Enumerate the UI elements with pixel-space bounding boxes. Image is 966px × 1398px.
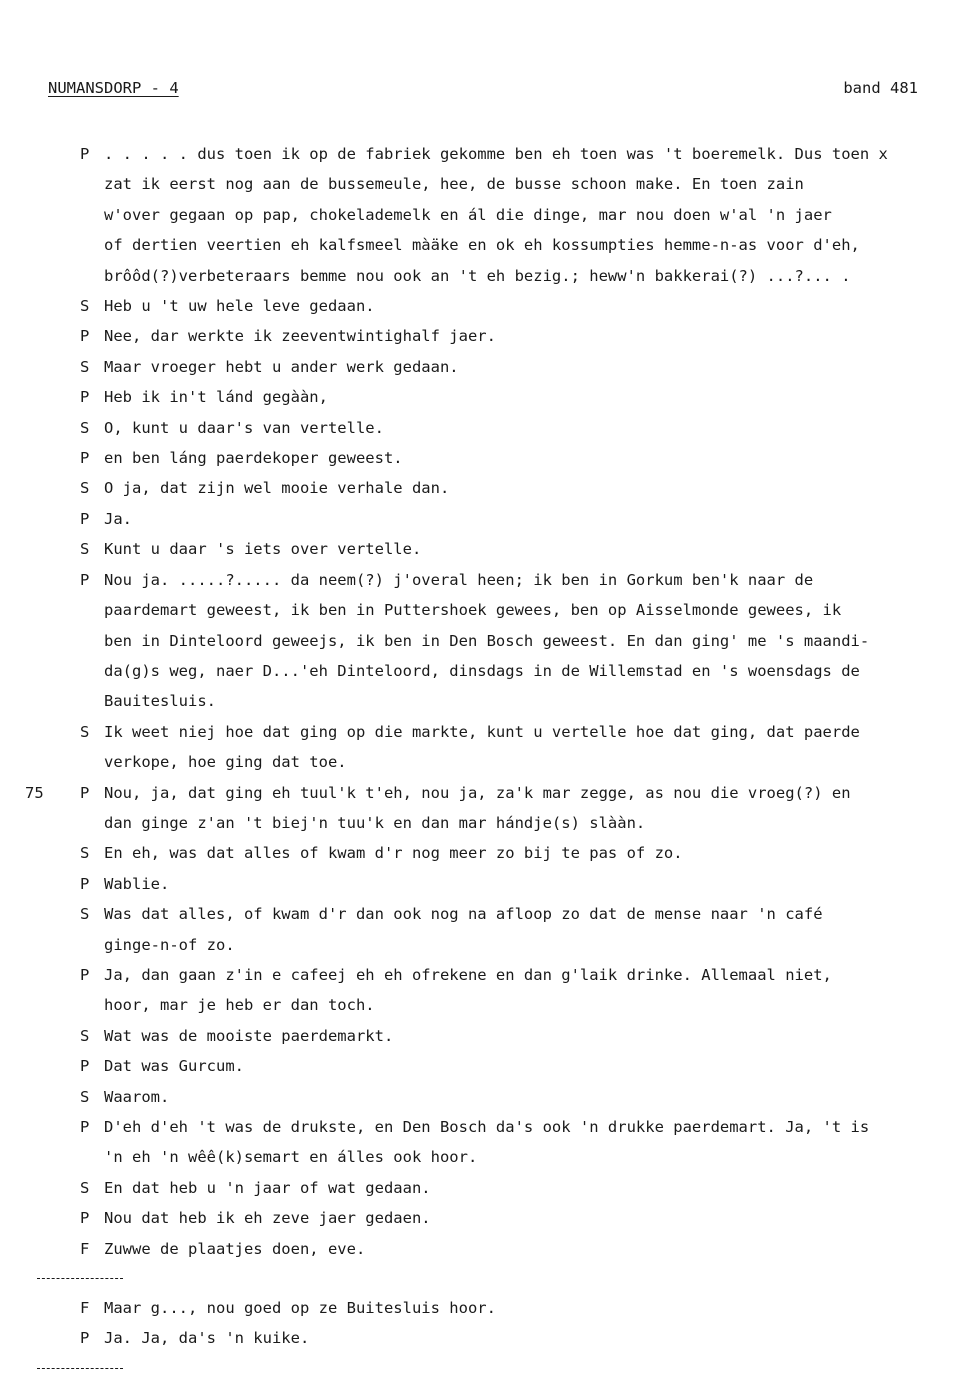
transcript-turn: [80, 960, 964, 1021]
transcript-turn: [80, 291, 964, 321]
transcript-line: Nou ja. .....?..... da neem(?) j'overal heen; ik ben in Gorkum ben'k naar de: [104, 570, 814, 589]
transcript-line: Ik weet niej hoe dat ging op die markte, kunt u vertelle hoe dat ging, dat paerde: [104, 722, 860, 741]
transcript-line: Zuwwe de plaatjes doen, eve.: [104, 1239, 366, 1258]
section-separator: [37, 1278, 123, 1279]
speaker-label: P: [80, 1057, 90, 1076]
transcript-body-continued: [80, 1293, 964, 1354]
margin-line-number: 75: [25, 783, 44, 802]
transcript-turn: [80, 1112, 964, 1173]
transcript-line: ginge-n-of zo.: [104, 935, 235, 954]
transcript-turn: [80, 139, 964, 291]
transcript-turn: [80, 473, 964, 503]
transcript-line: paardemart geweest, ik ben in Puttershoek gewees, ben op Aisselmonde gewees, ik: [104, 601, 842, 620]
transcript-turn: [80, 838, 964, 868]
transcript-turn: [80, 413, 964, 443]
transcript-line: En dat heb u 'n jaar of wat gedaan.: [104, 1178, 431, 1197]
transcript-turn: [80, 1234, 964, 1264]
speaker-label: S: [80, 540, 90, 559]
transcript-line: dan ginge z'an 't biej'n tuu'k en dan mar hándje(s) slààn.: [104, 813, 646, 832]
speaker-label: S: [80, 357, 90, 376]
speaker-label: S: [80, 722, 90, 741]
transcript-line: Bauitesluis.: [104, 692, 216, 711]
transcript-line: Dat was Gurcum.: [104, 1057, 244, 1076]
speaker-label: P: [80, 874, 90, 893]
speaker-label: P: [80, 388, 90, 407]
transcript-line: brôôd(?)verbeteraars bemme nou ook an 't eh bezig.; heww'n bakkerai(?) ...?... .: [104, 266, 851, 285]
speaker-label: F: [80, 1239, 90, 1258]
transcript-turn: [80, 899, 964, 960]
speaker-label: S: [80, 844, 90, 863]
speaker-label: P: [80, 570, 90, 589]
transcript-turn: [80, 443, 964, 473]
speaker-label: S: [80, 1026, 90, 1045]
speaker-label: P: [80, 509, 90, 528]
transcript-turn: [80, 1021, 964, 1051]
transcript-turn: [80, 352, 964, 382]
transcript-line: Nee, dar werkte ik zeeventwintighalf jaer.: [104, 327, 496, 346]
transcript-line: Wablie.: [104, 874, 170, 893]
transcript-turn: [80, 1203, 964, 1233]
transcript-turn: [80, 565, 964, 717]
speaker-label: P: [80, 783, 90, 802]
speaker-label: F: [80, 1299, 90, 1317]
speaker-label: S: [80, 1087, 90, 1106]
transcript-line: ben in Dinteloord geweejs, ik ben in Den Bosch geweest. En dan ging' me 's maandi-: [104, 631, 870, 650]
transcript-line: Maar g..., nou goed op ze Buitesluis hoor.: [104, 1299, 496, 1317]
transcript-turn: [80, 321, 964, 351]
transcript-line: O ja, dat zijn wel mooie verhale dan.: [104, 479, 450, 498]
speaker-label: P: [80, 965, 90, 984]
transcript-turn: [80, 534, 964, 564]
transcript-line: Heb u 't uw hele leve gedaan.: [104, 297, 375, 316]
transcript-line: Nou dat heb ik eh zeve jaer gedaen.: [104, 1209, 431, 1228]
transcript-line: Nou, ja, dat ging eh tuul'k t'eh, nou ja, za'k mar zegge, as nou die vroeg(?) en: [104, 783, 851, 802]
speaker-label: P: [80, 1118, 90, 1136]
transcript-line: verkope, hoe ging dat toe.: [104, 753, 347, 772]
transcript-line: Ja.: [104, 509, 132, 528]
transcript-line: D'eh d'eh 't was de drukste, en Den Bosch da's ook 'n drukke paerdemart. Ja, 't is: [104, 1118, 870, 1136]
transcript-line: En eh, was dat alles of kwam d'r nog meer zo bij te pas of zo.: [104, 844, 683, 863]
speaker-label: S: [80, 905, 90, 924]
transcript-turn: [80, 1323, 964, 1353]
transcript-line: Waarom.: [104, 1087, 170, 1106]
transcript-body: [25, 139, 964, 1264]
page-title: NUMANSDORP - 4: [48, 79, 179, 97]
transcript-line: Heb ik in't lánd gegààn,: [104, 388, 328, 407]
speaker-label: S: [80, 418, 90, 437]
transcript-turn: [80, 1173, 964, 1203]
band-number: band 481: [843, 79, 918, 97]
speaker-label: S: [80, 479, 90, 498]
transcript-turn: [80, 504, 964, 534]
section-separator: [37, 1368, 123, 1369]
transcript-line: Wat was de mooiste paerdemarkt.: [104, 1026, 394, 1045]
transcript-line: . . . . . dus toen ik op de fabriek gekomme ben eh toen was 't boeremelk. Dus toen x: [104, 145, 888, 163]
transcript-line: zat ik eerst nog aan de bussemeule, hee, de busse schoon make. En toen zain: [104, 175, 804, 194]
transcript-line: O, kunt u daar's van vertelle.: [104, 418, 384, 437]
transcript-turn: [80, 1293, 964, 1323]
transcript-turn: [80, 1051, 964, 1081]
transcript-turn: [25, 778, 964, 839]
transcript-line: Was dat alles, of kwam d'r dan ook nog na afloop zo dat de mense naar 'n café: [104, 905, 823, 924]
transcript-turn: [80, 1082, 964, 1112]
transcript-line: Kunt u daar 's iets over vertelle.: [104, 540, 422, 559]
speaker-label: P: [80, 145, 90, 163]
transcript-line: of dertien veertien eh kalfsmeel màäke en ok eh kossumpties hemme-n-as voor d'eh,: [104, 236, 860, 255]
speaker-label: P: [80, 1329, 90, 1348]
transcript-line: Maar vroeger hebt u ander werk gedaan.: [104, 357, 459, 376]
transcript-line: 'n eh 'n wêê(k)semart en álles ook hoor.: [104, 1148, 478, 1167]
transcript-turn: [80, 717, 964, 778]
transcript-line: en ben láng paerdekoper geweest.: [104, 449, 403, 468]
speaker-label: P: [80, 327, 90, 346]
transcript-line: Ja. Ja, da's 'n kuike.: [104, 1329, 310, 1348]
speaker-label: S: [80, 297, 90, 316]
transcript-line: da(g)s weg, naer D...'eh Dinteloord, dinsdags in de Willemstad en 's woensdags de: [104, 661, 860, 680]
speaker-label: P: [80, 449, 90, 468]
speaker-label: S: [80, 1178, 90, 1197]
transcript-turn: [80, 869, 964, 899]
transcript-line: hoor, mar je heb er dan toch.: [104, 996, 375, 1015]
transcript-line: Ja, dan gaan z'in e cafeej eh eh ofrekene en dan g'laik drinke. Allemaal niet,: [104, 965, 832, 984]
transcript-turn: [80, 382, 964, 412]
speaker-label: P: [80, 1209, 90, 1228]
transcript-line: w'over gegaan op pap, chokelademelk en ál die dinge, mar nou doen w'al 'n jaer: [104, 205, 832, 224]
